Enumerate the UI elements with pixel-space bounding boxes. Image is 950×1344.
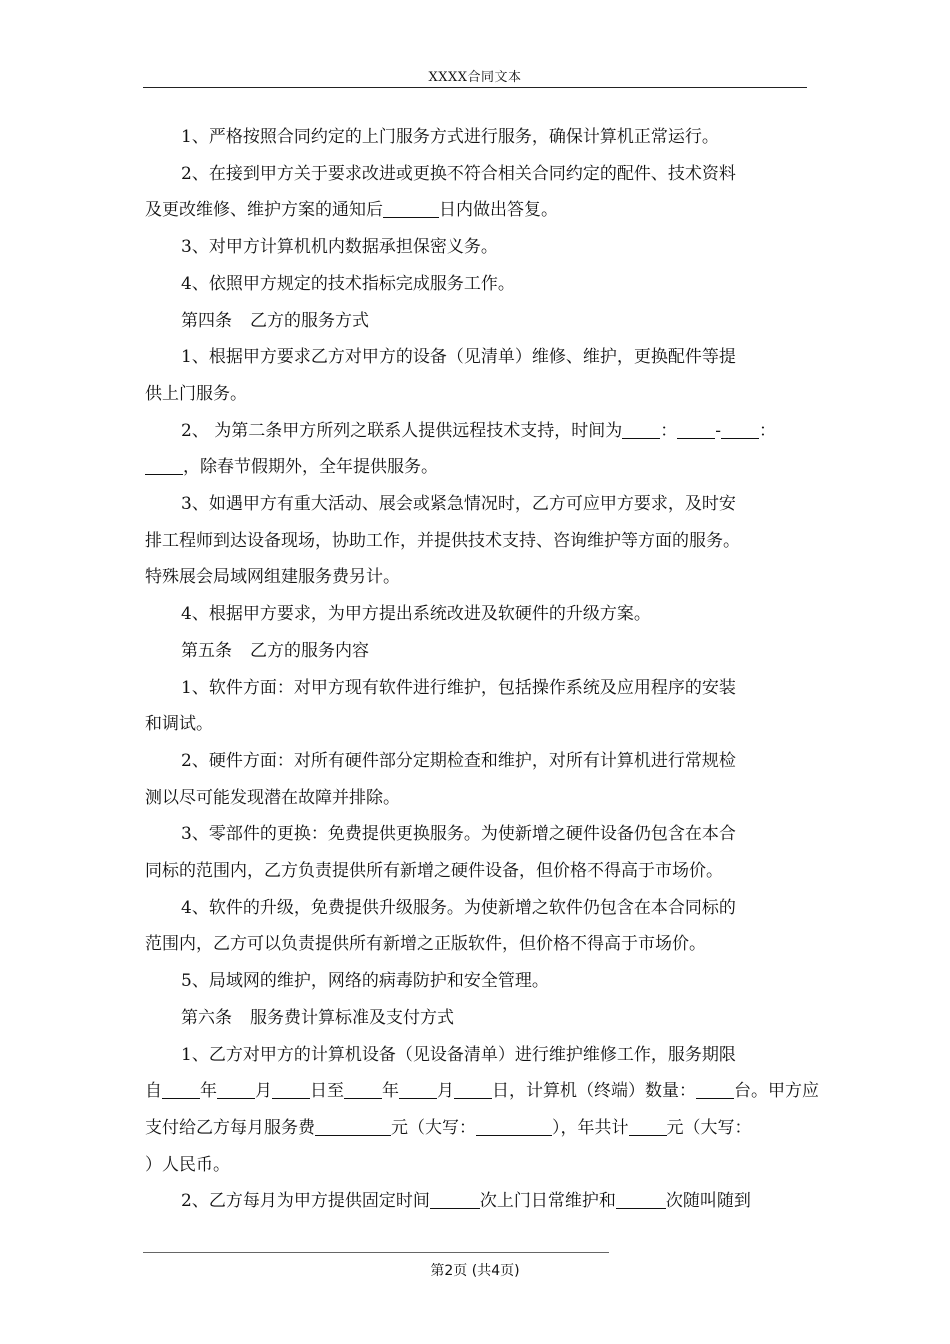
clause-line: ）人民币。 (145, 1154, 230, 1175)
blank-field (145, 456, 183, 475)
clause-line: 3、如遇甲方有重大活动、展会或紧急情况时，乙方可应甲方要求，及时安 (181, 494, 736, 515)
clause-line: 测以尽可能发现潜在故障并排除。 (145, 787, 400, 808)
clause-line: 和调试。 (145, 714, 213, 735)
blank-field (383, 200, 439, 219)
clause-line: 4、根据甲方要求，为甲方提出系统改进及软硬件的升级方案。 (181, 604, 651, 625)
clause-line: 2、乙方每月为甲方提供固定时间 次上门日常维护和 次随叫随到 (181, 1191, 751, 1212)
clause-line: 供上门服务。 (145, 383, 247, 404)
clause-line: 2、硬件方面：对所有硬件部分定期检查和维护，对所有计算机进行常规检 (181, 750, 736, 771)
clause-line: 1、严格按照合同约定的上门服务方式进行服务，确保计算机正常运行。 (181, 127, 719, 147)
blank-field (622, 420, 660, 439)
blank-field (476, 1117, 552, 1136)
clause-line: 3、零部件的更换：免费提供更换服务。为使新增之硬件设备仍包含在本合 (181, 824, 736, 845)
clause-line: 同标的范围内，乙方负责提供所有新增之硬件设备，但价格不得高于市场价。 (145, 861, 723, 882)
article-heading: 第六条 服务费计算标准及支付方式 (181, 1007, 454, 1028)
blank-field (272, 1080, 310, 1099)
clause-line: 2、在接到甲方关于要求改进或更换不符合相关合同约定的配件、技术资料 (181, 163, 736, 184)
blank-field (616, 1191, 666, 1210)
clause-line: 2、 为第二条甲方所列之联系人提供远程技术支持，时间为 ： - ： (181, 420, 776, 441)
blank-field (217, 1080, 255, 1099)
header-title: XXXX合同文本 (428, 70, 522, 85)
blank-field (454, 1080, 492, 1099)
clause-line: 4、依照甲方规定的技术指标完成服务工作。 (181, 273, 515, 294)
contract-body (145, 119, 819, 1220)
clause-line: 5、局域网的维护，网络的病毒防护和安全管理。 (181, 971, 549, 992)
blank-field (344, 1080, 382, 1099)
clause-line: ，除春节假期外，全年提供服务。 (145, 449, 807, 486)
clause-line: 3、对甲方计算机机内数据承担保密义务。 (181, 237, 498, 258)
blank-field (721, 420, 759, 439)
page-number: 第2页 (共4页) (430, 1263, 520, 1279)
article-heading: 第五条 乙方的服务内容 (181, 640, 369, 661)
blank-field (677, 420, 715, 439)
article-heading: 第四条 乙方的服务方式 (181, 310, 369, 331)
footer-rule (143, 1252, 609, 1253)
clause-line: 特殊展会局域网组建服务费另计。 (145, 567, 400, 588)
clause-line: 及更改维修、维护方案的通知后 日内做出答复。 (145, 200, 558, 221)
clause-line: 支付给乙方每月服务费 元（大写： ），年共计 元（大写： (145, 1117, 752, 1138)
clause-line: 1、软件方面：对甲方现有软件进行维护，包括操作系统及应用程序的安装 (181, 677, 736, 698)
clause-line: 范围内，乙方可以负责提供所有新增之正版软件，但价格不得高于市场价。 (145, 934, 706, 955)
blank-field (696, 1080, 734, 1099)
clause-line: 1、根据甲方要求乙方对甲方的设备（见清单）维修、维护，更换配件等提 (181, 347, 736, 368)
blank-field (629, 1117, 667, 1136)
blank-field (399, 1080, 437, 1099)
blank-field (315, 1117, 391, 1136)
header-rule (143, 87, 807, 88)
clause-line: 排工程师到达设备现场，协助工作，并提供技术支持、咨询维护等方面的服务。 (145, 530, 740, 551)
clause-line: 自 年 月 日至 年 月 日，计算机（终端）数量： 台。甲方应 (145, 1081, 819, 1102)
clause-line: 4、软件的升级，免费提供升级服务。为使新增之软件仍包含在本合同标的 (181, 897, 736, 918)
blank-field (162, 1080, 200, 1099)
clause-line: 1、乙方对甲方的计算机设备（见设备清单）进行维护维修工作，服务期限 (181, 1044, 736, 1065)
blank-field (430, 1191, 480, 1210)
